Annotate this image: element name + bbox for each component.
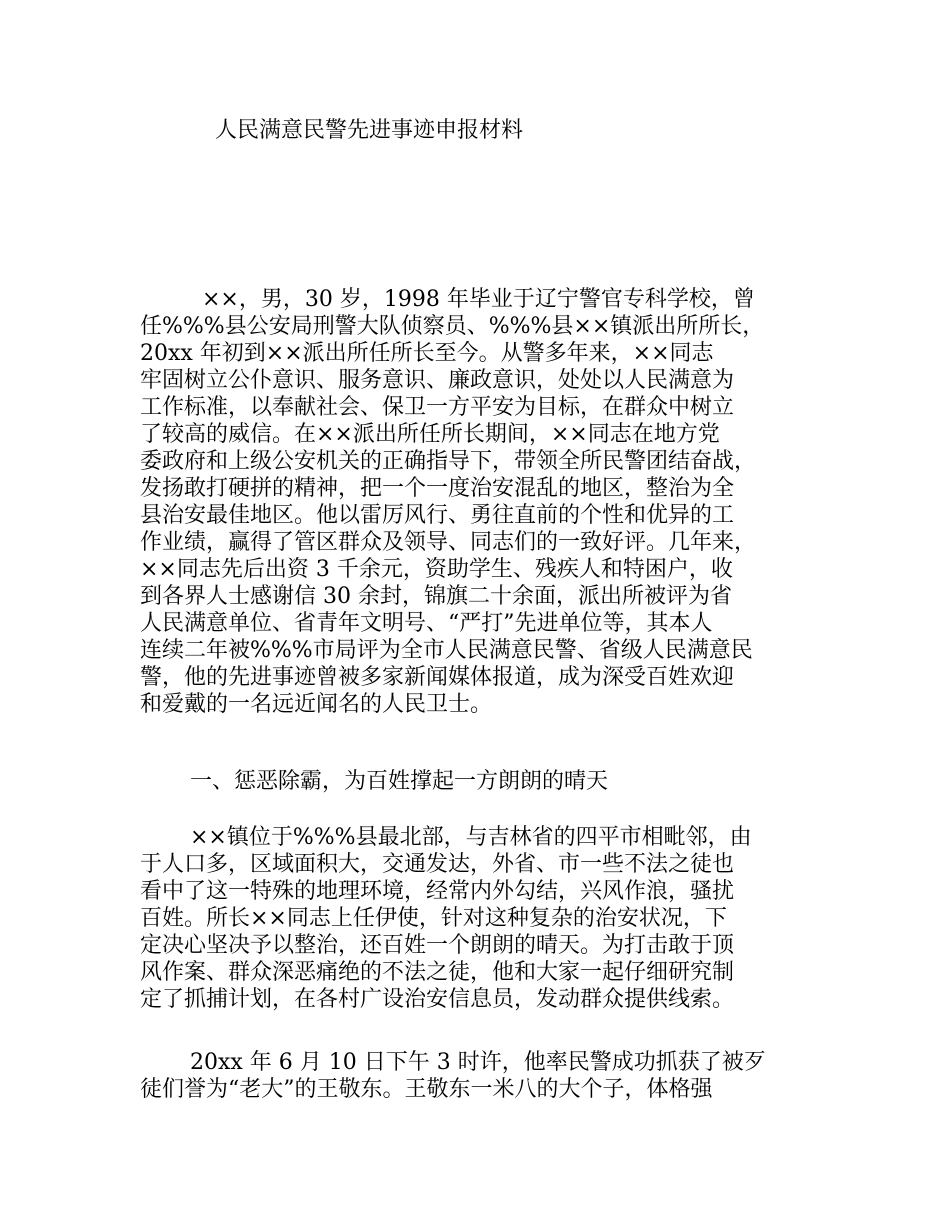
text-line: 作业绩，赢得了管区群众及领导、同志们的一致好评。几年来， [140,530,757,555]
text-line: 于人口多，区域面积大，交通发达，外省、市一些不法之徒也 [140,852,735,877]
text-line: 工作标准，以奉献社会、保卫一方平安为目标，在群众中树立 [140,395,735,420]
paragraph-section-one [140,824,828,1013]
section-heading [140,768,828,795]
text-line: 发扬敢打硬拼的精神，把一个一度治安混乱的地区，整治为全 [140,476,735,501]
text-line: 徒们誉为“老大”的王敬东。王敬东一米八的大个子，体格强 [140,1077,713,1102]
text-line: ××镇位于%%%县最北部，与吉林省的四平市相毗邻，由 [190,825,752,850]
text-line: 牢固树立公仆意识、服务意识、廉政意识，处处以人民满意为 [140,368,735,393]
paragraph-arrest [140,1049,828,1103]
text-line: 人民满意单位、省青年文明号、“严打”先进单位等，其本人 [140,611,713,636]
text-line: 警，他的先进事迹曾被多家新闻媒体报道，成为深受百姓欢迎 [140,665,735,690]
text-line: ××，男，30 岁，1998 年毕业于辽宁警官专科学校，曾 [202,287,755,312]
text-line: 定了抓捕计划，在各村广设治安信息员，发动群众提供线索。 [140,987,735,1012]
text-line: 委政府和上级公安机关的正确指导下，带领全所民警团结奋战， [140,449,757,474]
text-line: ××同志先后出资 3 千余元，资助学生、残疾人和特困户，收 [140,557,733,582]
text-line: 20xx 年初到××派出所任所长至今。从警多年来，××同志 [140,341,714,366]
text-line: 风作案、群众深恶痛绝的不法之徒，他和大家一起仔细研究制 [140,960,735,985]
text-line: 了较高的威信。在××派出所任所长期间，××同志在地方党 [140,422,720,447]
text-line: 看中了这一特殊的地理环境，经常内外勾结，兴风作浪，骚扰 [140,879,735,904]
text-line: 任%%%县公安局刑警大队侦察员、%%%县××镇派出所所长， [140,314,765,339]
text-line: 百姓。所长××同志上任伊使，针对这种复杂的治安状况，下 [140,906,727,931]
text-line: 到各界人士感谢信 30 余封，锦旗二十余面，派出所被评为省 [140,584,732,609]
section-heading-text: 一、惩恶除霸，为百姓撑起一方朗朗的晴天 [190,769,609,794]
text-line: 和爱戴的一名远近闻名的人民卫士。 [140,692,493,717]
text-line: 20xx 年 6 月 10 日下午 3 时许，他率民警成功抓获了被歹 [190,1050,766,1075]
text-line: 定决心坚决予以整治，还百姓一个朗朗的晴天。为打击敢于顶 [140,933,735,958]
text-line: 连续二年被%%%市局评为全市人民满意民警、省级人民满意民 [140,638,753,663]
paragraph-intro [140,286,828,718]
text-line: 县治安最佳地区。他以雷厉风行、勇往直前的个性和优异的工 [140,503,735,528]
document-title: 人民满意民警先进事迹申报材料 [215,118,524,143]
